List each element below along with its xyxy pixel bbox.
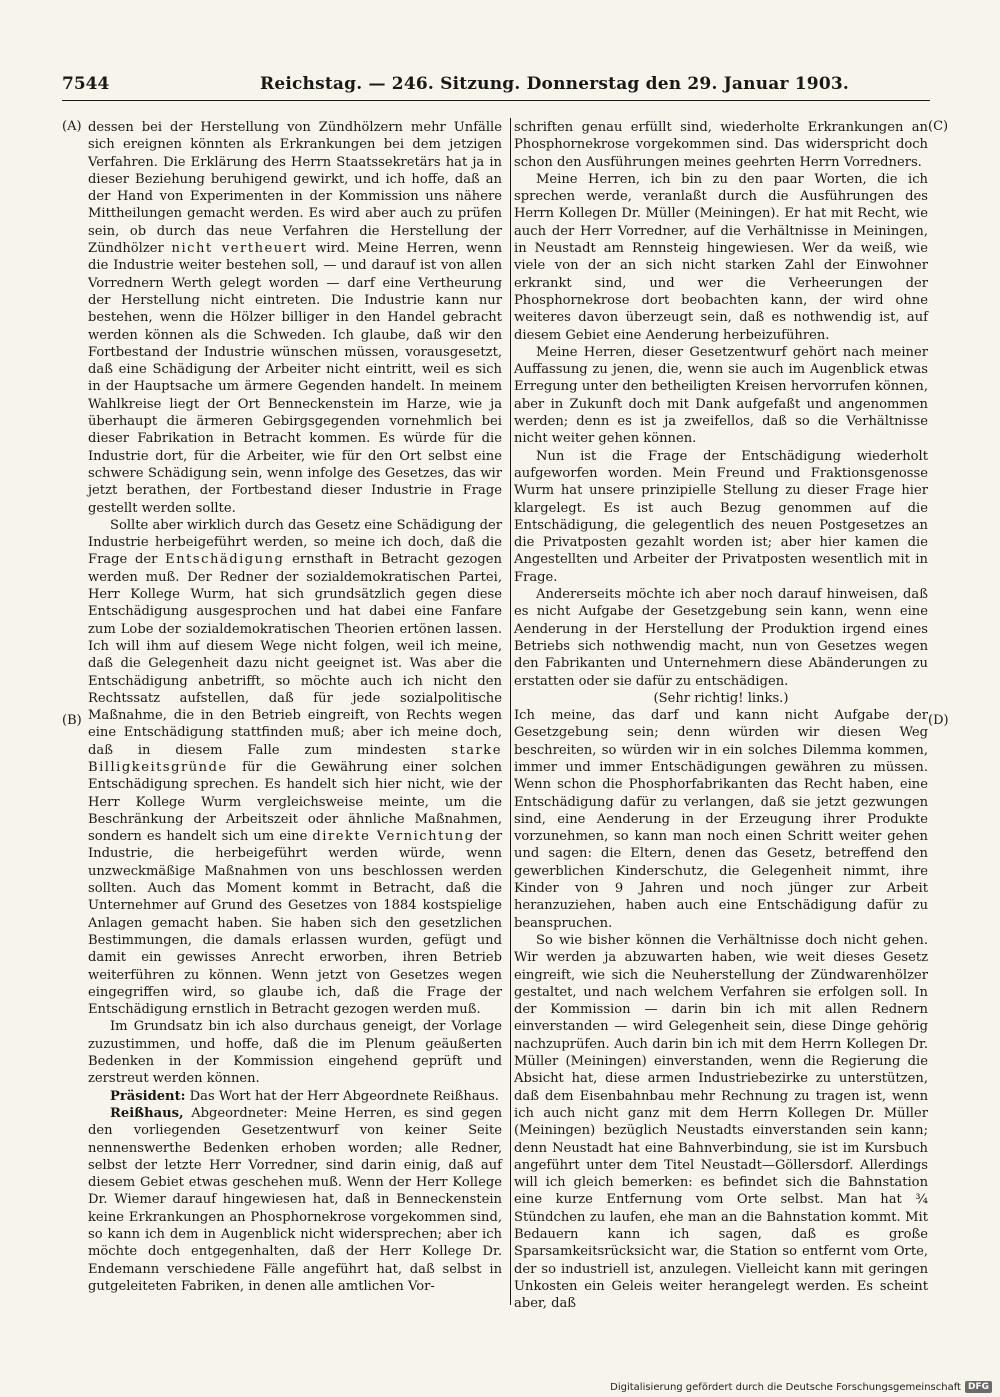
- running-title: Reichstag. — 246. Sitzung. Donnerstag den 29. Januar 1903.: [260, 74, 849, 94]
- digitization-credit: [610, 1381, 992, 1393]
- right-column: [514, 119, 928, 1312]
- paragraph: Im Grundsatz bin ich also durchaus geneigt, der Vorlage zuzustimmen, und hoffe, daß die im Plenum geäußerten Bedenken in der Kommission eingehend geprüft und zerstreut werden können.: [88, 1019, 502, 1087]
- paragraph: Meine Herren, dieser Gesetzentwurf gehört nach meiner Auffassung zu jenen, die, wenn sie auch im Augenblick etwas Erregung unter den betheiligten Kreisen hervorrufen können, aber in Zukunft doch mit Dank aufgefaßt und angenommen werden; denn es ist ja zweifellos, daß so die Verhältnisse nicht weiter gehen können.: [514, 344, 928, 447]
- header-rule: [62, 100, 930, 101]
- interjection: (Sehr richtig! links.): [653, 690, 789, 706]
- paragraph: schriften genau erfüllt sind, wiederholte Erkrankungen an Phosphornekrose vorgekommen sind. Das widerspricht doch schon den Ausführungen meines geehrten Herrn Vorredners.: [514, 120, 928, 170]
- text-run: Sollte aber wirklich durch das Gesetz eine Schädigung der Industrie herbeigeführt werden, so meine ich doch, daß die Frage der: [88, 517, 502, 568]
- page-header: [62, 74, 930, 100]
- text-run: dessen bei der Herstellung von Zündhölzern mehr Unfälle sich ereignen könnten als Erkrankungen bei dem jetzigen Verfahren. Die Erklärung des Herrn Staatssekretärs hat ja in dieser Beziehung beruhigend gewirkt, und ich hoffe, daß an der Hand von Experimenten in der Kommission uns nähere Mittheilungen gemacht werden. Es wird aber auch zu prüfen sein, ob durch das neue Verfahren die Herstellung der Zündhölzer: [88, 120, 502, 257]
- paragraph: [88, 1105, 502, 1295]
- text-run: wird. Meine Herren, wenn die Industrie weiter bestehen soll, — und darauf ist von allen Vorrednern Werth gelegt worden — darf eine Vertheurung der Herstellung nicht eintreten. Die Industrie kann nur bestehen, wenn die Hölzer billiger in den Handel gebracht werden können als die Schweden. Ich glaube, daß wir den Fortbestand der Industrie wünschen müssen, vorausgesetzt, daß eine Schädigung der Arbeiter nicht eintritt, weil es sich in der Hauptsache um ärmere Gegenden handelt. In meinem Wahlkreise liegt der Ort Benneckenstein im Harze, wie ja überhaupt die ärmeren Gebirgsgegenden vornehmlich bei dieser Fabrikation in Betracht kommen. Es würde für die Industrie dort, für die Arbeiter, wie für den Ort selbst eine schwere Schädigung sein, wenn infolge des Gesetzes, das wir jetzt berathen, der Fortbestand dieser Industrie in Frage gestellt werden sollte.: [88, 241, 503, 516]
- text-run: der Industrie, die herbeigeführt werden würde, wenn unzweckmäßige Maßnahmen von uns beschlossen werden sollten. Auch das Moment kommt in Betracht, daß die Unternehmer auf Grund des Gesetzes von 1884 kostspielige Anlagen gemacht haben. Sie haben sich den gesetzlichen Bestimmungen, die damals erlassen wurden, gefügt und damit ein gewisses Anrecht erworben, ihren Betrieb weiterführen zu können. Wenn jetzt von Gesetzes wegen eingegriffen wird, so glaube ich, daß die Frage der Entschädigung ernstlich in Betracht gezogen werden muß.: [88, 829, 503, 1018]
- paragraph: Nun ist die Frage der Entschädigung wiederholt aufgeworfen worden. Mein Freund und Fraktionsgenosse Wurm hat unsere prinzipielle Stellung zu dieser Frage hier klargelegt. Es ist auch Bezug genommen auf die Entschädigung, die gelegentlich des neuen Postgesetzes an die Privatposten gezahlt worden ist; aber hier kamen die Angestellten und Arbeiter der Privatposten wesentlich mit in Frage.: [514, 448, 928, 585]
- paragraph: Ich meine, das darf und kann nicht Aufgabe der Gesetzgebung sein; denn würden wir diesen Weg beschreiten, so würden wir in ein solches Dilemma kommen, immer und immer Entschädigungen gewähren zu müssen. Wenn schon die Phosphorfabrikanten das Recht haben, eine Entschädigung dafür zu verlangen, daß sie jetzt gezwungen sind, eine Aenderung in der Erzeugung ihrer Produkte vorzunehmen, so kann man noch einen Schritt weiter gehen und sagen: die Eltern, denen das Gesetz, betreffend den gewerblichen Kinderschutz, die Gelegenheit nimmt, ihre Kinder von 9 Jahren und noch jünger zur Arbeit heranzuziehen, haben auch eine Entschädigung dafür zu beanspruchen.: [514, 708, 928, 931]
- margin-marker-d: (D): [928, 713, 949, 728]
- margin-marker-c: (C): [928, 119, 949, 134]
- paragraph: [88, 517, 502, 1019]
- page-number: 7544: [62, 74, 110, 94]
- credit-text: Digitalisierung gefördert durch die Deutsche Forschungsgemeinschaft: [610, 1381, 961, 1393]
- text-run: Abgeordneter: Meine Herren, es sind gegen den vorliegenden Gesetzentwurf von keiner Seite nennenswerthe Bedenken erhoben worden; alle Redner, selbst der letzte Herr Vorredner, sind darin einig, daß auf diesem Gebiet etwas geschehen muß. Wenn der Herr Kollege Dr. Wiemer darauf hingewiesen hat, daß in Benneckenstein keine Erkrankungen an Phosphornekrose vorgekommen sind, so kann ich dem in Augenblick nicht widersprechen; aber ich möchte doch entgegenhalten, daß der Herr Kollege Dr. Endemann verschiedene Fälle angeführt hat, daß selbst in gutgeleiteten Fabriken, in denen alle amtlichen Vor-: [88, 1105, 502, 1294]
- margin-marker-a: (A): [62, 119, 82, 134]
- speaker-name: Präsident:: [110, 1088, 186, 1104]
- paragraph: [88, 1088, 502, 1105]
- spaced-emphasis: nicht vertheuert: [171, 241, 308, 257]
- spaced-emphasis: starke Billigkeitsgründe: [88, 742, 502, 775]
- paragraph: [88, 119, 502, 517]
- spaced-emphasis: Entschädigung: [165, 552, 285, 568]
- paragraph: So wie bisher können die Verhältnisse doch nicht gehen. Wir werden ja abzuwarten haben, wie weit dieses Gesetz eingreift, wie sich die Neuherstellung der Zündwarenhölzer gestaltet, und nach welchem Verfahren sie erfolgen soll. In der Kommission — darin bin ich mit allen Rednern einverstanden — wird Gelegenheit sein, diese Dinge gehörig nachzuprüfen. Auch darin bin ich mit dem Herrn Kollegen Dr. Müller (Meiningen) einverstanden, wenn die Regierung die Absicht hat, diese armen Industriebezirke zu unterstützen, daß dem Eisenbahnbau mehr Rechnung zu tragen ist, wenn ich auch nicht ganz mit dem Herrn Kollegen Dr. Müller (Meiningen) bezüglich Neustadts einverstanden sein kann; denn Neustadt hat eine Bahnverbindung, sie ist im Kursbuch angeführt unter dem Titel Neustadt—Göllersdorf. Allerdings will ich gleich bemerken: es befindet sich die Bahnstation eine kurze Entfernung vom Orte selbst. Man hat ¾ Stündchen zu laufen, ehe man an die Bahnstation kommt. Mit Bedauern kann ich sagen, daß es große Sparsamkeitsrücksicht war, die Station so entfernt vom Orte, der so industriell ist, anzulegen. Vielleicht kann mit geringen Unkosten ein Geleis weiter herangelegt werden. Es scheint aber, daß: [514, 932, 928, 1312]
- column-divider: [510, 118, 511, 1305]
- text-run: für die Gewährung einer solchen Entschädigung sprechen. Es handelt sich hier nicht, wie der Herr Kollege Wurm vergleichsweise meinte, um die Beschränkung der Arbeitszeit oder ähnliche Maßnahmen, sondern es handelt sich um eine: [88, 759, 502, 845]
- margin-marker-b: (B): [62, 713, 82, 728]
- spaced-emphasis: direkte Vernichtung: [312, 829, 475, 845]
- left-column: [88, 119, 502, 1295]
- paragraph: Andererseits möchte ich aber noch darauf hinweisen, daß es nicht Aufgabe der Gesetzgebung sein kann, wenn eine Aenderung in der Herstellung der Produktion irgend eines Betriebs sich nothwendig macht, nun von Gesetzes wegen den Fabrikanten und Unternehmern diese Abänderungen zu erstatten oder sie dafür zu entschädigen.: [514, 587, 928, 689]
- text-run: ernsthaft in Betracht gezogen werden muß. Der Redner der sozialdemokratischen Partei, Herr Kollege Wurm, hat sich grundsätzlich gegen diese Entschädigung ausgesprochen und hat dabei eine Fanfare zum Lobe der sozialdemokratischen Theorien ertönen lassen. Ich will ihm auf diesem Wege nicht folgen, weil ich meine, daß die Gelegenheit dazu nicht geeignet ist. Was aber die Entschädigung anbetrifft, so möchte auch ich nicht den Rechtssatz aufstellen, daß für jede sozialpolitische Maßnahme, die in den Betrieb eingreift, von Rechts wegen eine Entschädigung stattfinden muß; aber ich meine doch, daß in diesem Falle zum mindesten: [88, 552, 502, 758]
- dfg-logo: DFG: [965, 1381, 992, 1393]
- text-run: Das Wort hat der Herr Abgeordnete Reißhaus.: [189, 1088, 499, 1104]
- speaker-name: Reißhaus,: [110, 1105, 184, 1121]
- paragraph: Meine Herren, ich bin zu den paar Worten, die ich sprechen werde, veranlaßt durch die Ausführungen des Herrn Kollegen Dr. Müller (Meiningen). Er hat mit Recht, wie auch der Herr Vorredner, auf die Verhältnisse in Meiningen, in Neustadt am Rennsteig hingewiesen. Wer da weiß, wie viele von der an sich nicht starken Zahl der Einwohner erkrankt sind, und wer die Verheerungen der Phosphornekrose dort beobachten kann, der wird ohne weiteres davon überzeugt sein, daß es nothwendig ist, auf diesem Gebiet eine Aenderung herbeizuführen.: [514, 171, 928, 343]
